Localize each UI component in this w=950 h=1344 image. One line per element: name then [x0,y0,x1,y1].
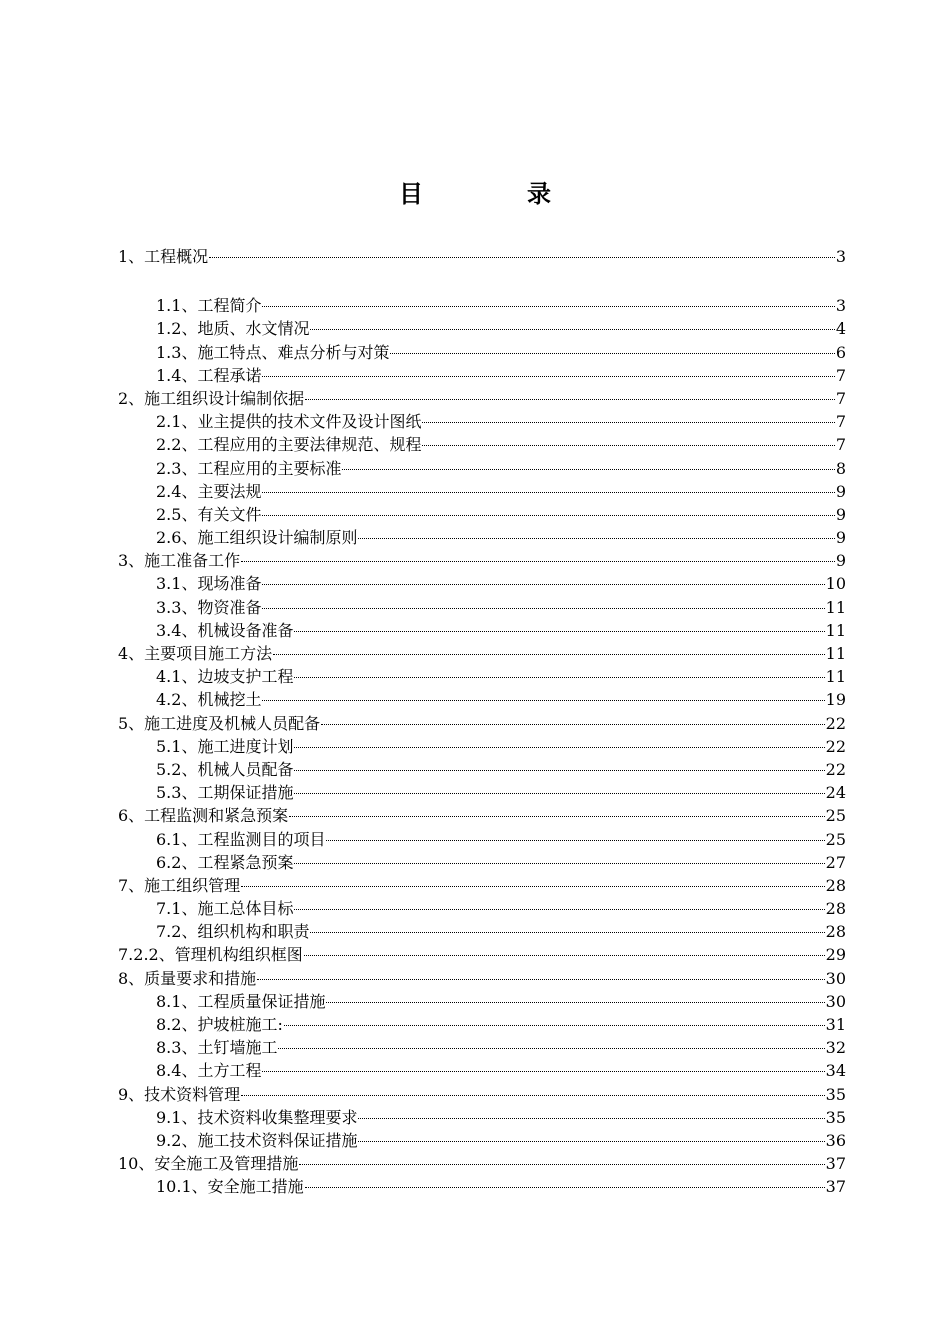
toc-entry[interactable] [118,549,846,572]
toc-dot-leader [209,257,835,258]
toc-dot-leader [284,1025,825,1026]
toc-entry-label: 2.2、工程应用的主要法律规范、规程 [156,435,422,455]
toc-dot-leader [262,515,834,516]
toc-dot-leader [358,538,834,539]
toc-dot-leader [294,909,824,910]
toc-page-number: 25 [825,829,846,849]
toc-page-number: 32 [825,1038,846,1058]
toc-entry[interactable] [118,410,846,433]
toc-entry-label: 1.4、工程承诺 [156,365,262,385]
toc-page-number: 25 [825,806,846,826]
toc-dot-leader [294,677,824,678]
toc-entry-label: 6.1、工程监测目的项目 [156,829,326,849]
toc-entry[interactable] [118,364,846,387]
toc-entry[interactable] [118,781,846,804]
toc-dot-leader [299,1164,824,1165]
toc-entry[interactable] [118,503,846,526]
toc-page-number: 19 [825,690,846,710]
toc-dot-leader [358,1141,824,1142]
toc-page-number: 9 [835,551,846,571]
toc-entry[interactable] [118,480,846,503]
toc-entry-label: 8.3、土钉墙施工 [156,1038,278,1058]
toc-entry[interactable] [118,758,846,781]
toc-page-number: 9 [835,504,846,524]
toc-entry[interactable] [118,804,846,827]
toc-entry-label: 8.4、土方工程 [156,1061,262,1081]
toc-dot-leader [294,770,824,771]
toc-entry-label: 3、施工准备工作 [118,551,241,571]
toc-entry[interactable] [118,688,846,711]
toc-page-number: 7 [835,435,846,455]
toc-page-number: 9 [835,528,846,548]
toc-entry[interactable] [118,990,846,1013]
toc-page-number: 11 [825,644,846,663]
toc-entry[interactable] [118,712,846,735]
toc-entry-label: 9.2、施工技术资料保证措施 [156,1130,358,1150]
toc-page-number: 7 [835,365,846,385]
toc-page-number: 28 [825,875,846,895]
toc-entry-label: 2.4、主要法规 [156,481,262,501]
toc-page-number: 28 [825,899,846,919]
toc-page-number: 24 [825,783,846,803]
toc-entry-label: 6.2、工程紧急预案 [156,852,294,872]
toc-dot-leader [305,1187,825,1188]
toc-entry-label: 4、主要项目施工方法 [118,644,273,663]
toc-entry[interactable] [118,967,846,990]
toc-entry[interactable] [118,1152,846,1175]
toc-dot-leader [262,492,834,493]
table-of-contents [118,245,846,1199]
toc-entry-label: 8.2、护坡桩施工: [156,1015,283,1034]
toc-entry[interactable] [118,828,846,851]
toc-entry-label: 9.1、技术资料收集整理要求 [156,1107,358,1127]
toc-entry-label: 5、施工进度及机械人员配备 [118,713,321,733]
toc-entry-label: 3.4、机械设备准备 [156,620,294,640]
toc-page-number: 34 [825,1061,846,1081]
toc-dot-leader [304,955,825,956]
toc-dot-leader [262,584,824,585]
toc-entry-label: 1.3、施工特点、难点分析与对策 [156,342,390,362]
toc-entry-label: 1、工程概况 [118,247,209,266]
toc-page-number: 6 [835,342,846,362]
toc-entry[interactable] [118,1106,846,1129]
toc-dot-leader [294,793,824,794]
toc-page-number: 35 [825,1084,846,1104]
toc-entry[interactable] [118,897,846,920]
toc-page-number: 30 [825,968,846,988]
toc-entry[interactable] [118,874,846,897]
toc-entry[interactable] [118,526,846,549]
toc-dot-leader [358,1118,824,1119]
toc-dot-leader [310,932,824,933]
toc-entry-label: 2、施工组织设计编制依据 [118,388,305,408]
toc-dot-leader [342,469,834,470]
toc-entry-label: 7.2、组织机构和职责 [156,922,310,942]
toc-dot-leader [278,1048,824,1049]
toc-entry[interactable] [118,433,846,456]
toc-entry[interactable] [118,943,846,966]
toc-dot-leader [289,816,824,817]
toc-page-number: 11 [825,620,846,640]
toc-page-number: 27 [825,852,846,872]
toc-entry[interactable] [118,341,846,364]
toc-dot-leader [257,979,824,980]
toc-entry[interactable] [118,665,846,688]
toc-entry[interactable] [118,317,846,340]
toc-entry-label: 5.1、施工进度计划 [156,736,294,756]
toc-page-number: 4 [835,319,846,339]
toc-dot-leader [310,329,834,330]
toc-entry[interactable] [118,642,846,665]
toc-entry-label: 3.3、物资准备 [156,597,262,617]
toc-entry-label: 2.1、业主提供的技术文件及设计图纸 [156,412,422,432]
toc-entry[interactable] [118,1129,846,1152]
toc-entry[interactable] [118,1175,846,1198]
toc-entry[interactable] [118,387,846,410]
toc-dot-leader [262,306,834,307]
toc-page-number: 3 [835,296,846,316]
toc-page-number: 28 [825,922,846,942]
toc-page-number: 30 [825,991,846,1011]
toc-entry-label: 7、施工组织管理 [118,875,241,895]
toc-entry-label: 7.1、施工总体目标 [156,899,294,919]
toc-page-number: 29 [825,945,846,965]
toc-dot-leader [294,631,824,632]
toc-page-number: 37 [825,1177,846,1197]
toc-dot-leader [241,886,824,887]
toc-dot-leader [262,700,824,701]
toc-entry[interactable] [118,1083,846,1106]
toc-entry-label: 8、质量要求和措施 [118,968,257,988]
toc-page-number: 10 [825,574,846,594]
toc-page-number: 35 [825,1107,846,1127]
toc-entry[interactable] [118,457,846,480]
page-title: 目 录 [399,179,591,208]
toc-page-number: 7 [835,388,846,408]
toc-page-number: 31 [825,1015,846,1034]
toc-entry[interactable] [118,572,846,595]
toc-page-number: 36 [825,1130,846,1150]
toc-entry[interactable] [118,294,846,317]
toc-entry[interactable] [118,851,846,874]
toc-page-number: 7 [835,412,846,432]
toc-entry-label: 2.6、施工组织设计编制原则 [156,528,358,548]
toc-dot-leader [262,376,834,377]
toc-page-number: 22 [825,713,846,733]
toc-entry[interactable] [118,245,846,268]
toc-entry-label: 5.2、机械人员配备 [156,759,294,779]
toc-entry-label: 9、技术资料管理 [118,1084,241,1104]
toc-entry-label: 1.1、工程简介 [156,296,262,316]
toc-dot-leader [273,654,824,655]
toc-entry-label: 6、工程监测和紧急预案 [118,806,289,826]
toc-page-number: 3 [835,247,846,266]
toc-dot-leader [294,863,824,864]
toc-entry-label: 1.2、地质、水文情况 [156,319,310,339]
toc-entry-label: 10、安全施工及管理措施 [118,1154,299,1174]
toc-page-number: 11 [825,597,846,617]
toc-dot-leader [241,1095,824,1096]
toc-entry-label: 2.5、有关文件 [156,504,262,524]
toc-entry-label: 4.1、边坡支护工程 [156,667,294,687]
toc-dot-leader [422,445,834,446]
toc-page-number: 22 [825,759,846,779]
toc-entry-label: 10.1、安全施工措施 [156,1177,304,1197]
toc-page-number: 37 [825,1154,846,1174]
toc-entry[interactable] [118,619,846,642]
toc-page-number: 22 [825,736,846,756]
toc-entry[interactable] [118,1013,846,1036]
toc-entry-label: 2.3、工程应用的主要标准 [156,458,342,478]
toc-dot-leader [326,1002,824,1003]
toc-entry-label: 5.3、工期保证措施 [156,783,294,803]
toc-dot-leader [262,608,824,609]
toc-entry[interactable] [118,735,846,758]
toc-page-number: 8 [835,458,846,478]
toc-entry-label: 7.2.2、管理机构组织框图 [118,945,303,965]
toc-page-number: 11 [825,667,846,687]
toc-entry[interactable] [118,920,846,943]
toc-entry[interactable] [118,596,846,619]
toc-entry[interactable] [118,1036,846,1059]
toc-entry-label: 4.2、机械挖土 [156,690,262,710]
toc-page-number: 9 [835,481,846,501]
toc-entry-label: 3.1、现场准备 [156,574,262,594]
toc-dot-leader [326,840,824,841]
toc-entry-label: 8.1、工程质量保证措施 [156,991,326,1011]
toc-dot-leader [422,422,834,423]
toc-dot-leader [321,724,824,725]
toc-dot-leader [294,747,824,748]
toc-dot-leader [305,399,835,400]
toc-dot-leader [241,561,835,562]
toc-dot-leader [390,353,834,354]
toc-dot-leader [262,1071,824,1072]
toc-entry[interactable] [118,1059,846,1082]
